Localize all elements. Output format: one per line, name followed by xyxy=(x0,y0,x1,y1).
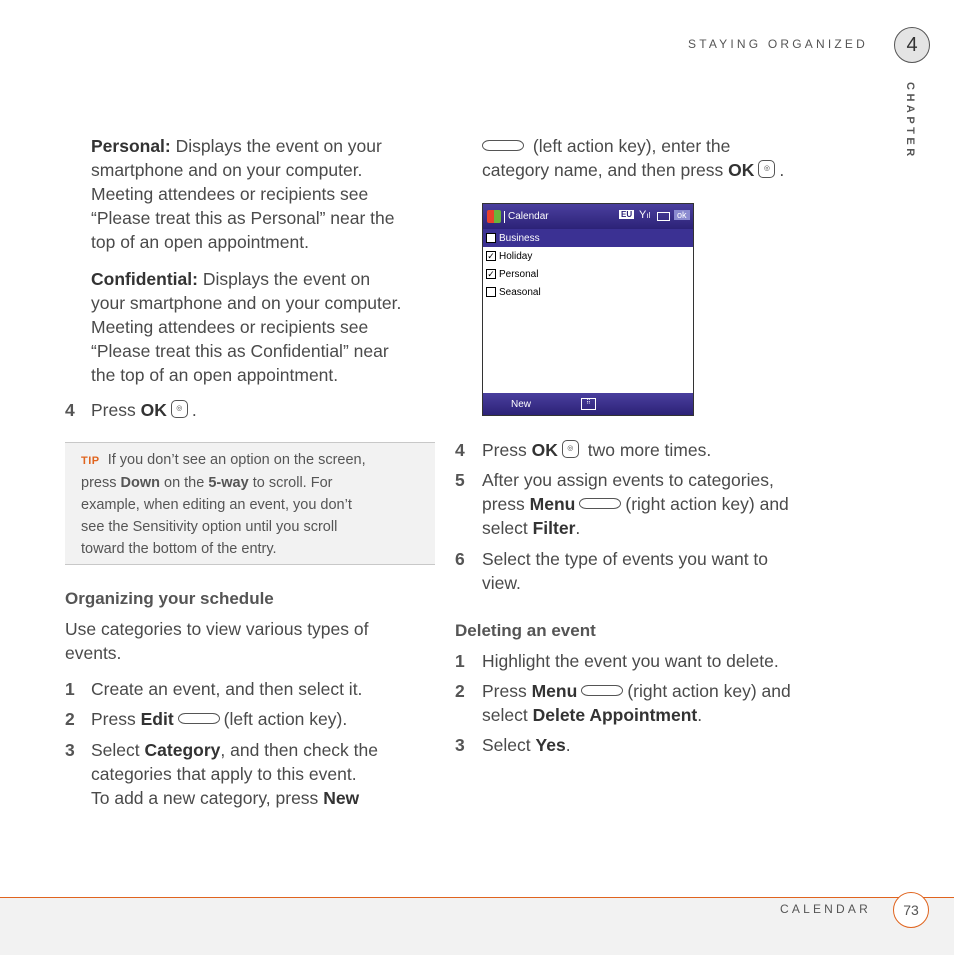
step-1-text: Create an event, and then select it. xyxy=(91,679,363,699)
signal-icon: Yıl xyxy=(639,209,651,221)
step-number: 5 xyxy=(455,470,465,490)
step-text: To add a new category, press xyxy=(91,788,319,808)
tip-line: to scroll. For xyxy=(252,475,333,491)
step-text: category name, and then press xyxy=(482,160,724,180)
step-text: (right action key) and xyxy=(625,494,789,514)
phone-title-bar xyxy=(483,204,693,229)
battery-icon xyxy=(657,212,670,221)
step-number: 2 xyxy=(455,681,465,701)
step-text: categories that apply to this event. xyxy=(91,764,357,784)
chapter-label: CHAPTER xyxy=(904,82,916,160)
step-text: (left action key), enter the xyxy=(532,136,731,156)
personal-line: Meeting attendees or recipients see xyxy=(91,184,369,204)
left-action-key-icon xyxy=(482,140,524,151)
ok-key-label: OK xyxy=(531,440,558,460)
intro-line: events. xyxy=(65,643,122,663)
step-text: . xyxy=(191,400,197,420)
personal-line: top of an open appointment. xyxy=(91,232,309,252)
windows-flag-icon xyxy=(487,210,501,223)
step-number: 3 xyxy=(455,735,465,755)
checkbox[interactable]: ✓ xyxy=(487,269,495,279)
step-3-text xyxy=(91,738,436,810)
step-text: Select xyxy=(482,735,531,755)
tip-line: press xyxy=(81,475,117,491)
menu-key-label: Menu xyxy=(531,681,578,701)
category-row-personal[interactable] xyxy=(483,265,693,283)
step-4-press-ok xyxy=(91,398,197,422)
new-label: New xyxy=(323,788,360,808)
category-row-holiday[interactable] xyxy=(483,247,693,265)
yes-label: Yes xyxy=(535,735,566,755)
personal-definition xyxy=(91,134,436,254)
category-label: Business xyxy=(499,232,540,244)
ok-key-icon: ◎ xyxy=(562,440,579,458)
step-text: , and then check the xyxy=(220,740,378,760)
step-5-text xyxy=(482,468,842,540)
checkbox[interactable] xyxy=(486,233,496,243)
category-label: Holiday xyxy=(499,250,533,262)
edit-key-label: Edit xyxy=(140,709,174,729)
step-text: Press xyxy=(482,440,527,460)
delete-appointment-label: Delete Appointment xyxy=(532,705,698,725)
section-heading-organizing: Organizing your schedule xyxy=(65,589,274,608)
step-text: select xyxy=(482,705,528,725)
confidential-term: Confidential: xyxy=(91,269,198,289)
tip-line: on the xyxy=(164,475,205,491)
ok-key-icon: ◎ xyxy=(758,160,775,178)
filter-label: Filter xyxy=(532,518,576,538)
delete-step-3-text xyxy=(482,733,571,757)
category-label: Seasonal xyxy=(499,286,541,298)
step-6-text xyxy=(482,547,842,595)
step-3-continued xyxy=(482,134,842,182)
calendar-categories-screenshot xyxy=(482,203,694,416)
menu-key-label: Menu xyxy=(529,494,576,514)
confidential-line: your smartphone and on your computer. xyxy=(91,293,402,313)
step-text: two more times. xyxy=(587,440,712,460)
tip-line: see the Sensitivity option until you scroll xyxy=(81,519,338,535)
step-number: 1 xyxy=(65,679,75,699)
running-header: STAYING ORGANIZED xyxy=(688,37,868,51)
confidential-definition xyxy=(91,267,436,387)
step-text: Select xyxy=(91,740,140,760)
step-text: Press xyxy=(91,400,136,420)
phone-title: Calendar xyxy=(508,211,549,222)
section-intro xyxy=(65,617,435,665)
right-action-key-icon xyxy=(581,685,623,696)
intro-line: Use categories to view various types of xyxy=(65,619,369,639)
category-row-seasonal[interactable] xyxy=(483,283,693,301)
keyboard-icon[interactable]: ⠿ xyxy=(581,398,596,410)
title-divider xyxy=(504,211,505,223)
tip-line: If you don’t see an option on the screen, xyxy=(107,452,366,468)
category-row-business[interactable] xyxy=(483,229,693,247)
ok-key-icon: ◎ xyxy=(171,400,188,418)
left-action-key-icon xyxy=(178,713,220,724)
delete-step-1-text: Highlight the event you want to delete. xyxy=(482,651,779,671)
category-label: Personal xyxy=(499,268,539,280)
step-number: 2 xyxy=(65,709,75,729)
step-number: 4 xyxy=(455,440,465,460)
step-text: view. xyxy=(482,573,521,593)
network-status-icon: EU xyxy=(621,210,633,219)
ok-button[interactable]: ok xyxy=(674,210,690,220)
step-text: Press xyxy=(482,681,527,701)
tip-line: example, when editing an event, you don’t xyxy=(81,497,352,513)
confidential-line: the top of an open appointment. xyxy=(91,365,339,385)
confidential-line: “Please treat this as Confidential” near xyxy=(91,341,389,361)
delete-step-2-text xyxy=(482,679,842,727)
personal-line: “Please treat this as Personal” near the xyxy=(91,208,395,228)
personal-term: Personal: xyxy=(91,136,171,156)
step-text: . xyxy=(779,160,785,180)
right-action-key-icon xyxy=(579,498,621,509)
step-text: (left action key). xyxy=(223,709,348,729)
step-text: (right action key) and xyxy=(627,681,791,701)
chapter-number-badge: 4 xyxy=(894,27,930,63)
tip-bold: Down xyxy=(120,475,160,491)
step-text: press xyxy=(482,494,525,514)
checkbox[interactable]: ✓ xyxy=(487,251,495,261)
phone-softkey-bar xyxy=(483,393,693,415)
step-text: . xyxy=(575,518,581,538)
step-number: 4 xyxy=(65,400,75,420)
tip-label: TIP xyxy=(81,455,100,467)
ok-key-label: OK xyxy=(140,400,167,420)
step-number: 6 xyxy=(455,549,465,569)
tip-line: toward the bottom of the entry. xyxy=(81,541,277,557)
checkbox[interactable] xyxy=(486,287,496,297)
step-text: select xyxy=(482,518,528,538)
step-text: Press xyxy=(91,709,136,729)
step-2-text xyxy=(91,707,347,731)
section-heading-deleting: Deleting an event xyxy=(455,621,596,640)
footer-section-title: CALENDAR xyxy=(780,902,871,916)
new-softkey[interactable]: New xyxy=(511,399,532,410)
personal-line: smartphone and on your computer. xyxy=(91,160,363,180)
confidential-line: Displays the event on xyxy=(202,269,371,289)
step-text: Select the type of events you want to xyxy=(482,549,769,569)
confidential-line: Meeting attendees or recipients see xyxy=(91,317,369,337)
step-text: . xyxy=(697,705,703,725)
page-number: 73 xyxy=(893,892,929,928)
step-number: 1 xyxy=(455,651,465,671)
personal-line: Displays the event on your xyxy=(175,136,382,156)
step-text: After you assign events to categories, xyxy=(482,470,774,490)
step-number: 3 xyxy=(65,740,75,760)
tip-bold: 5-way xyxy=(208,475,249,491)
ok-key-label: OK xyxy=(728,160,755,180)
category-label: Category xyxy=(144,740,221,760)
tip-text xyxy=(81,449,426,560)
step-4-text xyxy=(482,438,711,462)
step-text: . xyxy=(565,735,571,755)
